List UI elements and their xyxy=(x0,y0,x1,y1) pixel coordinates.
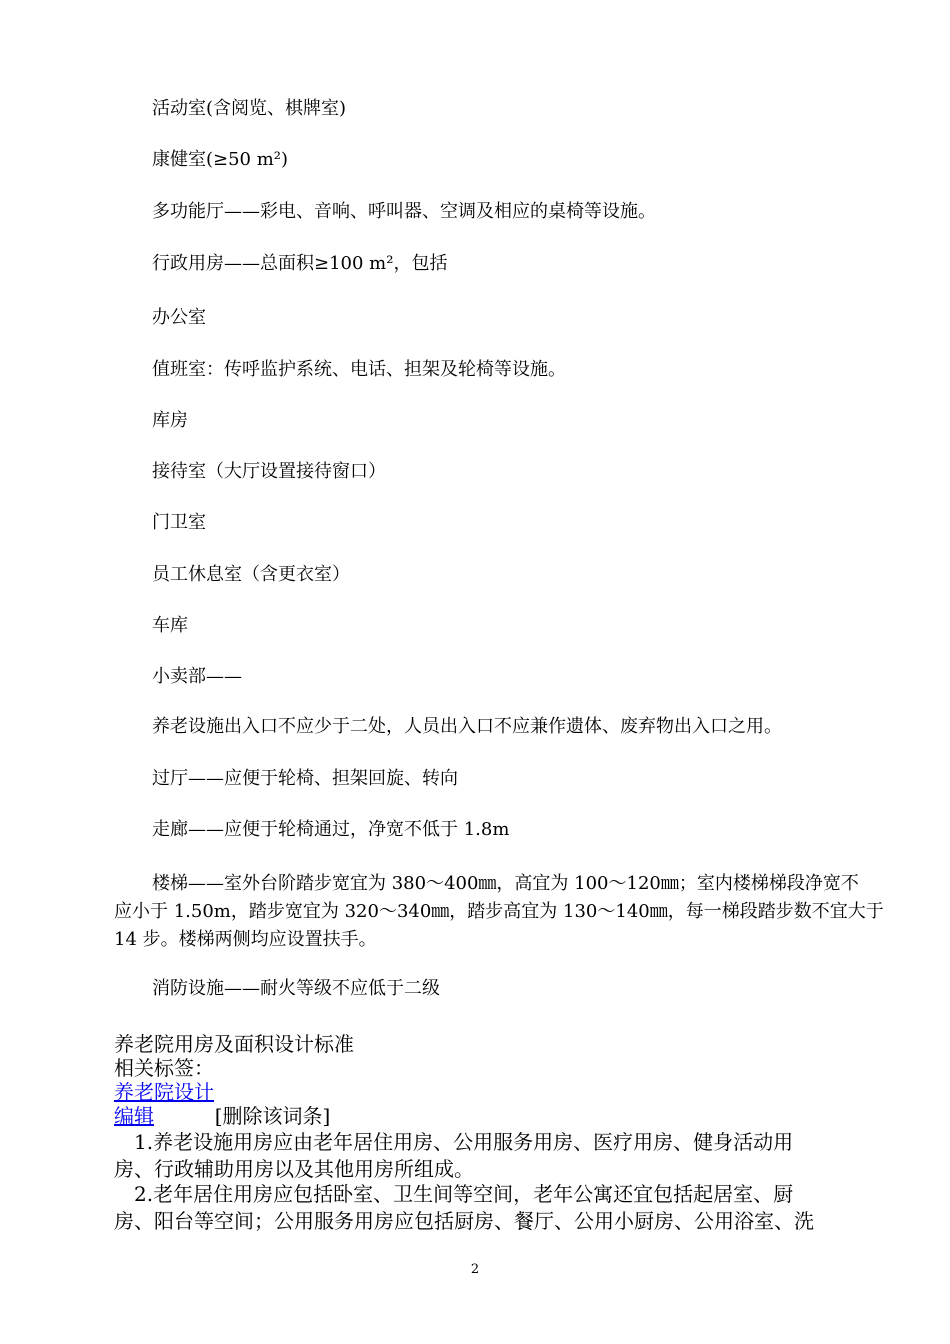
list-item: 行政用房——总面积≥100 m²，包括 xyxy=(152,253,448,274)
delete-entry-text: [删除该词条] xyxy=(214,1104,331,1128)
edit-row xyxy=(114,1104,330,1128)
list-item: 员工休息室（含更衣室） xyxy=(152,564,350,585)
list-item: 走廊——应便于轮椅通过，净宽不低于 1.8m xyxy=(152,819,510,840)
list-item: 养老设施出入口不应少于二处，人员出入口不应兼作遗体、废弃物出入口之用。 xyxy=(152,716,782,737)
page-number: 2 xyxy=(470,1262,480,1277)
list-item: 办公室 xyxy=(152,307,206,328)
paragraph-line: 2.老年居住用房应包括卧室、卫生间等空间，老年公寓还宜包括起居室、厨 xyxy=(134,1182,794,1206)
list-item: 车库 xyxy=(152,615,188,636)
paragraph-line: 1.养老设施用房应由老年居住用房、公用服务用房、医疗用房、健身活动用 xyxy=(134,1130,794,1154)
list-item: 库房 xyxy=(152,410,188,431)
paragraph-1 xyxy=(114,1129,862,1183)
fire-safety-item: 消防设施——耐火等级不应低于二级 xyxy=(152,978,440,999)
tags-label: 相关标签： xyxy=(114,1056,214,1080)
stairs-line: 应小于 1.50m，踏步宽宜为 320～340㎜，踏步高宜为 130～140㎜，每一梯段踏步数不宜大于 xyxy=(114,901,884,922)
edit-link[interactable]: 编辑 xyxy=(114,1104,154,1128)
stairs-line: 14 步。楼梯两侧均应设置扶手。 xyxy=(114,929,377,950)
stairs-paragraph xyxy=(114,870,884,954)
paragraph-line: 房、阳台等空间；公用服务用房应包括厨房、餐厅、公用小厨房、公用浴室、洗 xyxy=(114,1209,814,1233)
list-item: 过厅——应便于轮椅、担架回旋、转向 xyxy=(152,768,458,789)
list-item: 值班室：传呼监护系统、电话、担架及轮椅等设施。 xyxy=(152,359,566,380)
list-item: 活动室(含阅览、棋牌室) xyxy=(152,98,347,119)
tag-row xyxy=(114,1080,214,1104)
paragraph-line: 房、行政辅助用房以及其他用房所组成。 xyxy=(114,1157,474,1181)
tag-link[interactable]: 养老院设计 xyxy=(114,1080,214,1104)
list-item: 接待室（大厅设置接待窗口） xyxy=(152,461,386,482)
paragraph-2 xyxy=(114,1181,862,1235)
list-item: 门卫室 xyxy=(152,512,206,533)
list-item: 多功能厅——彩电、音响、呼叫器、空调及相应的桌椅等设施。 xyxy=(152,201,656,222)
list-item: 小卖部—— xyxy=(152,666,242,687)
stairs-line: 楼梯——室外台阶踏步宽宜为 380～400㎜，高宜为 100～120㎜；室内楼梯梯段净宽不 xyxy=(152,873,859,894)
list-item: 康健室(≥50 m²) xyxy=(152,149,289,170)
section-title: 养老院用房及面积设计标准 xyxy=(114,1032,354,1056)
